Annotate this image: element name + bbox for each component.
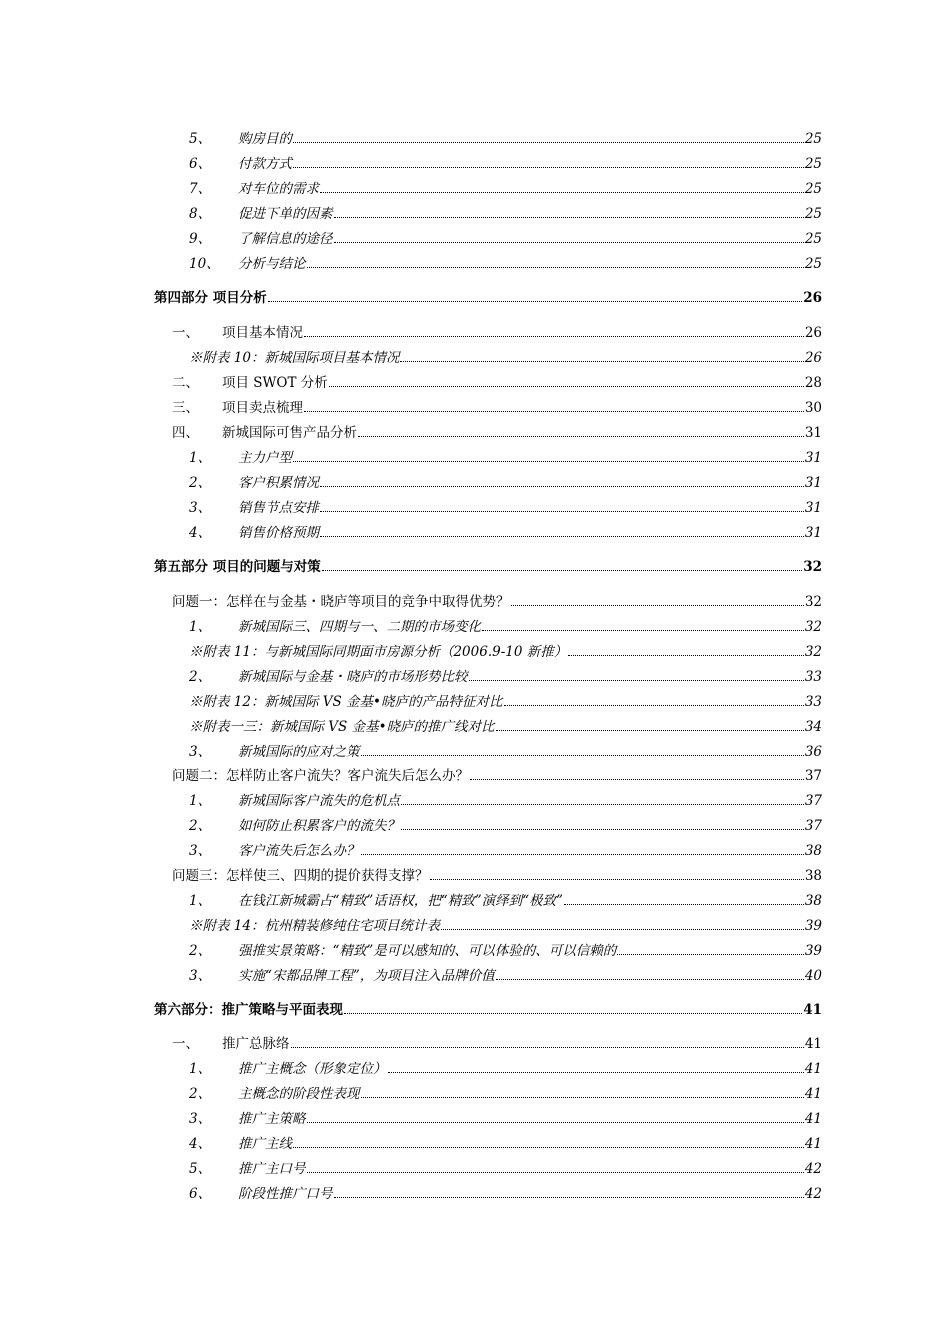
toc-page-number: 33 bbox=[804, 694, 822, 710]
toc-entry[interactable] bbox=[0, 1057, 950, 1077]
toc-entry-number: 3、 bbox=[189, 744, 212, 760]
toc-entry-number: 二、 bbox=[172, 375, 199, 391]
toc-entry-title: 推广主线 bbox=[238, 1136, 292, 1152]
toc-entry-title: 推广主口号 bbox=[238, 1161, 306, 1177]
toc-dot-leader bbox=[307, 1122, 804, 1123]
toc-page-number: 26 bbox=[804, 350, 822, 366]
toc-entry[interactable] bbox=[0, 321, 950, 341]
toc-entry-title: 推广主概念（形象定位） bbox=[238, 1061, 387, 1077]
toc-entry-title: 了解信息的途径 bbox=[238, 231, 333, 247]
toc-dot-leader bbox=[293, 1147, 804, 1148]
toc-entry-title: 销售节点安排 bbox=[238, 500, 319, 516]
toc-entry-body bbox=[222, 321, 822, 341]
toc-entry-number: 四、 bbox=[172, 425, 199, 441]
toc-entry[interactable] bbox=[0, 665, 950, 685]
toc-entry-title: ※附表 11：与新城国际同期面市房源分析（2006.9-10 新推） bbox=[189, 644, 568, 660]
toc-entry[interactable] bbox=[0, 914, 950, 934]
toc-page-number: 38 bbox=[804, 843, 822, 859]
toc-entry[interactable] bbox=[0, 998, 950, 1018]
toc-entry[interactable] bbox=[0, 690, 950, 710]
toc-entry-body bbox=[238, 177, 822, 197]
toc-entry-number: 一、 bbox=[172, 1036, 199, 1052]
toc-entry-body bbox=[238, 839, 822, 859]
toc-dot-leader bbox=[293, 461, 804, 462]
toc-dot-leader bbox=[268, 301, 803, 302]
toc-dot-leader bbox=[400, 361, 803, 362]
toc-entry-title: 如何防止积累客户的流失？ bbox=[238, 818, 400, 834]
toc-entry-title: 分析与结论 bbox=[238, 256, 306, 272]
toc-entry-body bbox=[222, 421, 822, 441]
toc-entry[interactable] bbox=[0, 1157, 950, 1177]
toc-entry[interactable] bbox=[0, 1132, 950, 1152]
toc-dot-leader bbox=[334, 1197, 804, 1198]
toc-entry-title: 实施“宋都品牌工程”，为项目注入品牌价值 bbox=[238, 968, 495, 984]
toc-entry[interactable] bbox=[0, 177, 950, 197]
toc-entry[interactable] bbox=[0, 1182, 950, 1202]
toc-page-number: 34 bbox=[804, 719, 822, 735]
toc-dot-leader bbox=[469, 680, 804, 681]
toc-entry-body bbox=[222, 396, 822, 416]
toc-entry[interactable] bbox=[0, 396, 950, 416]
toc-entry-number: 3、 bbox=[189, 1111, 212, 1127]
toc-entry-number: 1、 bbox=[189, 619, 212, 635]
toc-entry-body bbox=[222, 1032, 822, 1052]
toc-page-number: 31 bbox=[804, 450, 822, 466]
toc-entry-body bbox=[238, 889, 822, 909]
toc-dot-leader bbox=[329, 386, 804, 387]
toc-entry-body bbox=[238, 1082, 822, 1102]
toc-entry-title: ※附表 12：新城国际 VS 金基•晓庐的产品特征对比 bbox=[189, 694, 503, 710]
toc-dot-leader bbox=[564, 904, 804, 905]
toc-entry-number: 4、 bbox=[189, 1136, 212, 1152]
toc-entry-title: ※附表 14：杭州精装修纯住宅项目统计表 bbox=[189, 918, 440, 934]
toc-entry[interactable] bbox=[0, 814, 950, 834]
toc-entry-number: 2、 bbox=[189, 1086, 212, 1102]
toc-entry-title: 客户积累情况 bbox=[238, 475, 319, 491]
toc-entry[interactable] bbox=[0, 496, 950, 516]
toc-entry-number: 4、 bbox=[189, 525, 212, 541]
toc-entry[interactable] bbox=[0, 939, 950, 959]
toc-entry-body bbox=[189, 346, 822, 366]
toc-page-number: 37 bbox=[804, 818, 822, 834]
toc-dot-leader bbox=[470, 779, 804, 780]
toc-entry-body bbox=[238, 615, 822, 635]
toc-entry-title: 阶段性推广口号 bbox=[238, 1186, 333, 1202]
toc-entry-body bbox=[238, 1157, 822, 1177]
toc-entry-body bbox=[154, 555, 822, 575]
toc-dot-leader bbox=[334, 217, 804, 218]
toc-entry-title: 推广总脉络 bbox=[222, 1036, 290, 1052]
toc-entry-body bbox=[189, 640, 822, 660]
toc-entry-number: 6、 bbox=[189, 1186, 212, 1202]
toc-entry-body bbox=[238, 665, 822, 685]
toc-entry-title: 项目基本情况 bbox=[222, 325, 303, 341]
toc-entry-body bbox=[154, 286, 822, 306]
toc-entry-title: 新城国际的应对之策 bbox=[238, 744, 360, 760]
toc-page-number: 26 bbox=[803, 290, 822, 306]
toc-dot-leader bbox=[334, 242, 804, 243]
toc-page-number: 41 bbox=[804, 1036, 822, 1052]
toc-entry[interactable] bbox=[0, 446, 950, 466]
toc-entry-title: 第五部分 项目的问题与对策 bbox=[154, 559, 321, 575]
toc-entry-body bbox=[238, 964, 822, 984]
toc-entry-body bbox=[238, 471, 822, 491]
toc-dot-leader bbox=[320, 486, 804, 487]
toc-entry-body bbox=[238, 521, 822, 541]
toc-dot-leader bbox=[482, 630, 804, 631]
toc-dot-leader bbox=[388, 1072, 804, 1073]
toc-entry-title: 促进下单的因素 bbox=[238, 206, 333, 222]
toc-entry[interactable] bbox=[0, 227, 950, 247]
toc-entry[interactable] bbox=[0, 346, 950, 366]
toc-entry[interactable] bbox=[0, 789, 950, 809]
toc-page-number: 26 bbox=[804, 325, 822, 341]
toc-page-number: 41 bbox=[804, 1061, 822, 1077]
toc-entry-body bbox=[238, 227, 822, 247]
toc-entry-number: 一、 bbox=[172, 325, 199, 341]
toc-page-number: 25 bbox=[804, 231, 822, 247]
toc-dot-leader bbox=[361, 755, 804, 756]
toc-dot-leader bbox=[401, 829, 804, 830]
toc-page-number: 25 bbox=[804, 156, 822, 172]
toc-entry-title: ※附表一三：新城国际 VS 金基•晓庐的推广线对比 bbox=[189, 719, 495, 735]
toc-entry-title: 购房目的 bbox=[238, 131, 292, 147]
toc-entry[interactable] bbox=[0, 555, 950, 575]
toc-entry-number: 2、 bbox=[189, 669, 212, 685]
toc-page-number: 42 bbox=[804, 1186, 822, 1202]
toc-entry-title: 在钱江新城霸占“精致”话语权，把“精致”演绎到“极致” bbox=[238, 893, 563, 909]
toc-entry-number: 2、 bbox=[189, 943, 212, 959]
toc-page-number: 31 bbox=[804, 425, 822, 441]
toc-entry-body bbox=[189, 690, 822, 710]
toc-entry-title: ※附表 10：新城国际项目基本情况 bbox=[189, 350, 400, 366]
toc-entry-number: 5、 bbox=[189, 1161, 212, 1177]
toc-dot-leader bbox=[504, 705, 804, 706]
toc-page-number: 25 bbox=[804, 181, 822, 197]
toc-page-number: 28 bbox=[804, 375, 822, 391]
toc-page-number: 39 bbox=[804, 943, 822, 959]
toc-page-number: 38 bbox=[804, 893, 822, 909]
toc-entry-title: 客户流失后怎么办？ bbox=[238, 843, 360, 859]
toc-entry-number: 6、 bbox=[189, 156, 212, 172]
toc-entry-title: 第六部分：推广策略与平面表现 bbox=[154, 1002, 343, 1018]
toc-entry-body bbox=[238, 202, 822, 222]
toc-entry-number: 1、 bbox=[189, 450, 212, 466]
toc-entry-number: 1、 bbox=[189, 793, 212, 809]
toc-entry-number: 2、 bbox=[189, 475, 212, 491]
toc-entry[interactable] bbox=[0, 839, 950, 859]
toc-entry-title: 问题三：怎样使三、四期的提价获得支撑？ bbox=[172, 868, 429, 884]
toc-entry-title: 强推实景策略：“精致”是可以感知的、可以体验的、可以信赖的 bbox=[238, 943, 617, 959]
toc-entry-body bbox=[222, 371, 822, 391]
toc-entry-number: 3、 bbox=[189, 500, 212, 516]
toc-page-number: 32 bbox=[804, 644, 822, 660]
toc-page-number: 39 bbox=[804, 918, 822, 934]
toc-entry[interactable] bbox=[0, 152, 950, 172]
toc-page-number: 30 bbox=[804, 400, 822, 416]
toc-entry-title: 项目卖点梳理 bbox=[222, 400, 303, 416]
toc-entry-body bbox=[238, 152, 822, 172]
toc-entry-body bbox=[238, 496, 822, 516]
toc-entry-number: 10、 bbox=[189, 256, 220, 272]
toc-entry[interactable] bbox=[0, 615, 950, 635]
toc-entry-title: 问题二：怎样防止客户流失？客户流失后怎么办？ bbox=[172, 768, 469, 784]
toc-dot-leader bbox=[291, 1047, 804, 1048]
toc-page-number: 31 bbox=[804, 500, 822, 516]
toc-dot-leader bbox=[344, 1013, 802, 1014]
toc-page-number: 37 bbox=[804, 768, 822, 784]
toc-entry-body bbox=[189, 715, 822, 735]
toc-entry-title: 主概念的阶段性表现 bbox=[238, 1086, 360, 1102]
toc-page-number: 42 bbox=[804, 1161, 822, 1177]
toc-dot-leader bbox=[304, 411, 804, 412]
toc-entry[interactable] bbox=[0, 889, 950, 909]
toc-entry[interactable] bbox=[0, 252, 950, 272]
toc-entry-body bbox=[238, 127, 822, 147]
toc-entry-number: 8、 bbox=[189, 206, 212, 222]
toc-page-number: 32 bbox=[803, 559, 822, 575]
toc-dot-leader bbox=[307, 1172, 804, 1173]
toc-dot-leader bbox=[307, 267, 804, 268]
toc-page-number: 31 bbox=[804, 475, 822, 491]
toc-page-number: 33 bbox=[804, 669, 822, 685]
toc-entry-body bbox=[172, 764, 822, 784]
toc-entry[interactable] bbox=[0, 286, 950, 306]
toc-dot-leader bbox=[568, 655, 804, 656]
toc-dot-leader bbox=[496, 979, 804, 980]
toc-entry-title: 新城国际客户流失的危机点 bbox=[238, 793, 400, 809]
toc-entry[interactable] bbox=[0, 127, 950, 147]
toc-entry[interactable] bbox=[0, 640, 950, 660]
toc-entry-body bbox=[238, 1132, 822, 1152]
toc-entry[interactable] bbox=[0, 202, 950, 222]
toc-entry-title: 付款方式 bbox=[238, 156, 292, 172]
toc-page-number: 25 bbox=[804, 256, 822, 272]
toc-dot-leader bbox=[358, 436, 804, 437]
toc-page-number: 32 bbox=[804, 619, 822, 635]
toc-entry-body bbox=[189, 914, 822, 934]
toc-entry-body bbox=[154, 998, 822, 1018]
toc-dot-leader bbox=[320, 192, 804, 193]
toc-page-number: 38 bbox=[804, 868, 822, 884]
toc-entry-body bbox=[238, 1182, 822, 1202]
toc-dot-leader bbox=[322, 570, 803, 571]
toc-entry[interactable] bbox=[0, 471, 950, 491]
toc-dot-leader bbox=[401, 804, 804, 805]
toc-entry-number: 2、 bbox=[189, 818, 212, 834]
toc-page-number: 31 bbox=[804, 525, 822, 541]
toc-entry-title: 对车位的需求 bbox=[238, 181, 319, 197]
toc-entry[interactable] bbox=[0, 715, 950, 735]
toc-entry-number: 9、 bbox=[189, 231, 212, 247]
toc-entry-body bbox=[238, 814, 822, 834]
toc-entry[interactable] bbox=[0, 864, 950, 884]
toc-entry-title: 新城国际可售产品分析 bbox=[222, 425, 357, 441]
toc-entry-number: 7、 bbox=[189, 181, 212, 197]
toc-entry[interactable] bbox=[0, 421, 950, 441]
toc-entry-body bbox=[172, 590, 822, 610]
toc-entry-title: 项目 SWOT 分析 bbox=[222, 375, 328, 391]
toc-entry[interactable] bbox=[0, 764, 950, 784]
toc-page-number: 41 bbox=[804, 1111, 822, 1127]
toc-page-number: 37 bbox=[804, 793, 822, 809]
toc-entry-number: 5、 bbox=[189, 131, 212, 147]
toc-page-number: 41 bbox=[804, 1086, 822, 1102]
toc-dot-leader bbox=[320, 536, 804, 537]
toc-dot-leader bbox=[617, 954, 804, 955]
toc-entry-body bbox=[238, 1107, 822, 1127]
toc-dot-leader bbox=[293, 142, 804, 143]
toc-entry[interactable] bbox=[0, 1107, 950, 1127]
toc-entry[interactable] bbox=[0, 1082, 950, 1102]
toc-page-number: 36 bbox=[804, 744, 822, 760]
toc-entry-title: 问题一：怎样在与金基・晓庐等项目的竞争中取得优势？ bbox=[172, 594, 510, 610]
toc-entry[interactable] bbox=[0, 964, 950, 984]
toc-entry[interactable] bbox=[0, 740, 950, 760]
toc-entry-title: 推广主策略 bbox=[238, 1111, 306, 1127]
toc-entry-body bbox=[238, 939, 822, 959]
toc-entry-body bbox=[238, 252, 822, 272]
toc-entry-title: 新城国际与金基・晓庐的市场形势比较 bbox=[238, 669, 468, 685]
toc-dot-leader bbox=[430, 879, 804, 880]
toc-page-number: 25 bbox=[804, 206, 822, 222]
toc-entry-body bbox=[238, 446, 822, 466]
toc-page-number: 41 bbox=[804, 1136, 822, 1152]
toc-entry-title: 第四部分 项目分析 bbox=[154, 290, 267, 306]
toc-entry-number: 3、 bbox=[189, 968, 212, 984]
toc-page-number: 40 bbox=[804, 968, 822, 984]
toc-dot-leader bbox=[304, 336, 804, 337]
toc-entry-title: 新城国际三、四期与一、二期的市场变化 bbox=[238, 619, 481, 635]
toc-page-number: 32 bbox=[804, 594, 822, 610]
toc-dot-leader bbox=[441, 929, 804, 930]
toc-entry-body bbox=[238, 1057, 822, 1077]
toc-page-number: 25 bbox=[804, 131, 822, 147]
toc-dot-leader bbox=[320, 511, 804, 512]
toc-entry-body bbox=[238, 740, 822, 760]
toc-entry[interactable] bbox=[0, 590, 950, 610]
toc-dot-leader bbox=[511, 605, 804, 606]
toc-dot-leader bbox=[496, 730, 804, 731]
toc-page-number: 41 bbox=[803, 1002, 822, 1018]
toc-entry[interactable] bbox=[0, 521, 950, 541]
toc-entry-number: 1、 bbox=[189, 1061, 212, 1077]
toc-dot-leader bbox=[361, 854, 804, 855]
toc-entry-title: 主力户型 bbox=[238, 450, 292, 466]
toc-entry[interactable] bbox=[0, 1032, 950, 1052]
toc-entry-body bbox=[238, 789, 822, 809]
toc-entry[interactable] bbox=[0, 371, 950, 391]
toc-entry-number: 三、 bbox=[172, 400, 199, 416]
toc-entry-title: 销售价格预期 bbox=[238, 525, 319, 541]
toc-dot-leader bbox=[361, 1097, 804, 1098]
toc-entry-body bbox=[172, 864, 822, 884]
toc-dot-leader bbox=[293, 167, 804, 168]
toc-entry-number: 1、 bbox=[189, 893, 212, 909]
toc-entry-number: 3、 bbox=[189, 843, 212, 859]
